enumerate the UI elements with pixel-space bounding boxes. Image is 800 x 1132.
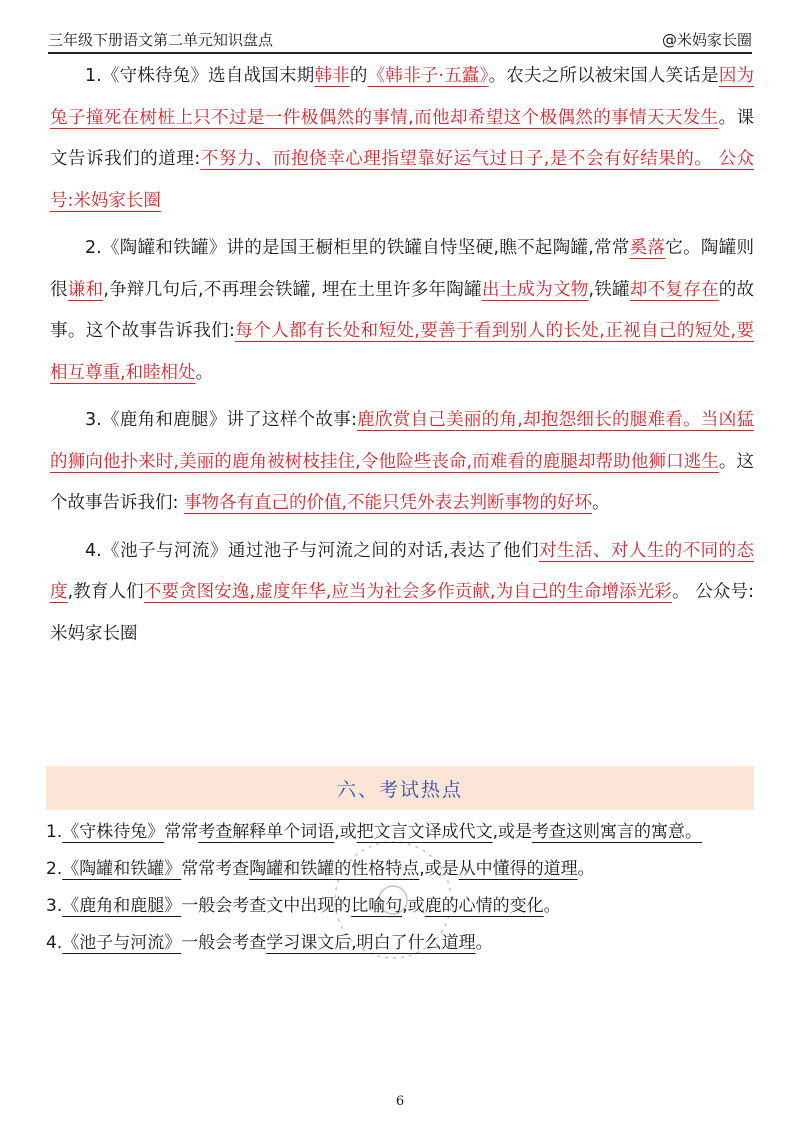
body-text: 。农夫之所以被宋国人笑话是 [488, 66, 719, 86]
hot-point-text: 。 [577, 859, 595, 879]
document-title: 三年级下册语文第二单元知识盘点 [48, 31, 274, 49]
answer-text: 却不复存在 [629, 279, 719, 300]
body-text: 。这个故事告诉我们: [50, 451, 755, 513]
body-text: 它。陶罐则很 [50, 238, 755, 300]
hot-point-text: 常常 [164, 822, 199, 842]
body-text: 4.《池子与河流》通过池子与河流之间的对话,表达了他们 [85, 540, 540, 561]
key-phrase: 考查这则寓言的寓意。 [532, 822, 703, 842]
answer-text: 每个人都有长处和短处,要善于看到别人的长处,正视自己的短处,要相互尊重,和睦相处 [50, 321, 754, 383]
hot-point-text: 2. [46, 859, 63, 879]
paragraph-1 [50, 56, 754, 222]
body-text: 。 [592, 493, 610, 513]
answer-text: 韩非 [314, 66, 350, 86]
key-phrase: 比喻句 [351, 896, 403, 916]
hot-point-text: ,或 [334, 822, 357, 842]
hot-point-2 [46, 851, 754, 888]
key-phrase: 《守株待兔》 [62, 822, 165, 842]
section-title: 六、考试热点 [336, 778, 463, 801]
key-phrase: 《鹿角和鹿腿》 [62, 896, 182, 916]
hot-point-3 [46, 888, 754, 925]
body-text: 1.《守株待兔》选自战国末期 [85, 66, 315, 86]
hot-point-text: 1. [46, 822, 63, 842]
hot-point-text: 一般会考查 [181, 933, 267, 953]
body-text: ,教育人们 [67, 582, 144, 602]
hot-point-text: ,或是 [492, 822, 533, 842]
key-phrase: 鹿的心情的变化 [424, 896, 544, 916]
body-text: ,争辩几句后,不再理会铁罐, 埋在土里许多年陶罐 [103, 279, 482, 300]
hot-point-text: 一般会考查文中出现的 [181, 896, 352, 916]
answer-text: 不努力、而抱侥幸心理指望靠好运气过日子,是不会有好结果的。 公众号:米妈家长圈 [50, 149, 754, 211]
answer-text: 《韩非子·五蠹》 [367, 66, 489, 86]
exam-hot-points [46, 814, 754, 962]
body-text: 。 公众号:米妈家长圈 [50, 582, 755, 644]
paragraph-4 [50, 531, 754, 656]
key-phrase: 考查 [198, 822, 233, 842]
answer-text: 不要贪图安逸,虚度年华,应当为社会多作贡献,为自己的生命增添光彩 [143, 582, 672, 602]
hot-point-text: 3. [46, 896, 63, 916]
page-number: 6 [395, 1094, 405, 1109]
key-phrase: 把文言文译成代文 [356, 822, 493, 842]
answer-text: 鹿欣赏自己美丽的角,却抱怨细长的腿难看。当凶猛的狮向他扑来时,美丽的鹿角被树枝挂住,令他险些丧命,而难看的鹿腿却帮助他狮口逃生 [50, 410, 754, 472]
page-header [48, 22, 752, 54]
answer-text: 因为兔子撞死在树桩上只不过是一件极偶然的事情,而他却希望这个极偶然的事情天天发生 [50, 66, 755, 128]
body-text: 的 [349, 66, 368, 86]
key-phrase: 《陶罐和铁罐》 [62, 859, 182, 879]
key-phrase: 陶罐和铁罐的性格特点 [249, 859, 420, 879]
hot-point-text: ,或是 [419, 859, 459, 879]
hot-point-4 [46, 925, 754, 962]
account-name: @米妈家长圈 [661, 31, 752, 49]
key-phrase: 《池子与河流》 [62, 933, 182, 953]
answer-text: 事物各有直己的价值,不能只凭外表去判断事物的好坏 [183, 493, 593, 513]
answer-text: 出土成为文物 [481, 279, 589, 300]
body-text: 2.《陶罐和铁罐》讲的是国王橱柜里的铁罐自恃坚硬,瞧不起陶罐,常常 [85, 238, 630, 258]
hot-point-text: 。 [543, 896, 561, 916]
section-banner [46, 766, 754, 810]
paragraph-3 [50, 400, 754, 525]
body-text: 。课文告诉我们的道理: [50, 107, 755, 169]
hot-point-text: 常常考查 [181, 859, 250, 879]
key-phrase: 从中懂得的道理 [458, 859, 578, 879]
key-phrase: 学习课文后,明白了什么道理 [266, 933, 476, 953]
body-text: 。 [195, 362, 214, 383]
body-text: 的故事。这个故事告诉我们: [50, 279, 755, 341]
body-text: ,铁罐 [588, 279, 630, 300]
summary-section [50, 56, 754, 661]
hot-point-text: ,或 [402, 896, 425, 916]
key-phrase: 解释单个词语 [232, 822, 335, 842]
answer-text: 奚落 [629, 238, 666, 258]
answer-text: 对生活、对人生的不同的态度 [50, 540, 755, 602]
hot-point-text: 。 [475, 933, 493, 953]
body-text: 3.《鹿角和鹿腿》讲了这样个故事: [85, 410, 357, 430]
paragraph-2 [50, 228, 754, 394]
answer-text: 谦和 [67, 279, 104, 300]
hot-point-text: 4. [46, 933, 63, 953]
hot-point-1 [46, 814, 754, 851]
